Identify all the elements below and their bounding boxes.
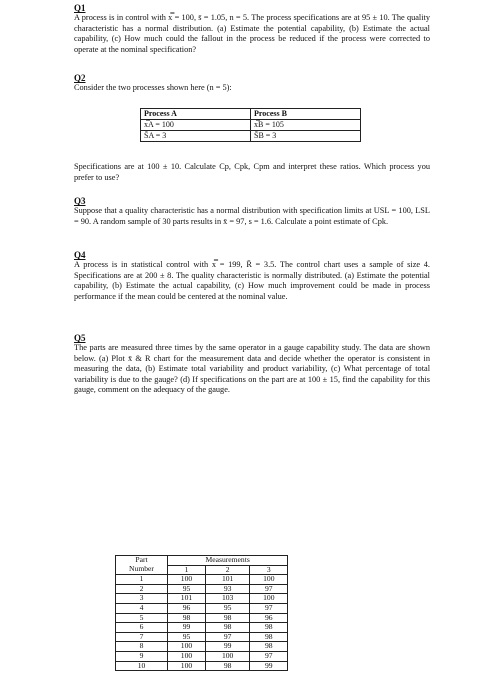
table-row xyxy=(116,642,288,652)
table-header-row xyxy=(141,109,361,120)
question-4-text: A process is in statistical control with x̿ = 199, R̄ = 3.5. The control chart uses a sample of size 4. Specifications are at 200 ± 8. The quality characteristic is normally distributed. (a) Estimate the potential capability, (b) Estimate the actual capability, (c) How much improvement could be made in process performance if the mean could be centered at the nominal value. xyxy=(74,260,430,301)
table-cell: 98 xyxy=(168,613,206,623)
table-cell: 99 xyxy=(250,661,288,671)
table-cell: 10 xyxy=(116,661,168,671)
question-5 xyxy=(74,333,430,396)
table-cell: 9 xyxy=(116,651,168,661)
table-header-cell: Process A xyxy=(141,109,251,120)
process-comparison-table xyxy=(140,108,361,142)
table-cell: 96 xyxy=(168,603,206,613)
table-cell: 98 xyxy=(250,623,288,633)
table-cell: 8 xyxy=(116,642,168,652)
question-2 xyxy=(74,73,430,94)
table-cell: 95 xyxy=(168,584,206,594)
question-2-specs xyxy=(74,162,430,183)
group-header-cell: Measurements xyxy=(205,555,250,564)
question-5-text: The parts are measured three times by the same operator in a gauge capability study. The data are shown below. (a) Plot x̄ & R chart for the measurement data and decide whether the operator is consistent in measuring the data, (b) Estimate total variability and product variability, (c) What percentage of total variability is due to the gauge? (d) If specifications on the part are at 100 ± 15, find the capability for this gauge, comment on the adequacy of the gauge. xyxy=(74,343,430,395)
group-header-spacer xyxy=(168,556,206,566)
table-cell: 98 xyxy=(206,661,250,671)
table-cell: 96 xyxy=(250,613,288,623)
table-cell: 4 xyxy=(116,603,168,613)
table-cell: 101 xyxy=(206,575,250,585)
table-cell: 100 xyxy=(168,661,206,671)
table-cell: 97 xyxy=(250,651,288,661)
table-cell: 98 xyxy=(250,642,288,652)
table-cell: 101 xyxy=(168,594,206,604)
table-cell: 100 xyxy=(168,642,206,652)
table-row xyxy=(116,661,288,671)
question-3-text: Suppose that a quality characteristic has a normal distribution with specification limits at USL = 100, LSL = 90. A random sample of 30 parts results in x̄ = 97, s = 1.6. Calculate a point estimate of Cpk. xyxy=(74,206,430,226)
table-cell: 103 xyxy=(206,594,250,604)
table-cell: 95 xyxy=(206,603,250,613)
table-cell: 2 xyxy=(116,584,168,594)
table-cell: 99 xyxy=(168,623,206,633)
question-2-intro: Consider the two processes shown here (n = 5): xyxy=(74,83,232,92)
table-cell: 98 xyxy=(206,613,250,623)
table-cell: 99 xyxy=(206,642,250,652)
table-cell: 100 xyxy=(250,594,288,604)
table-row xyxy=(141,131,361,142)
table-cell: 95 xyxy=(168,632,206,642)
table-row xyxy=(116,623,288,633)
table-cell: 100 xyxy=(168,575,206,585)
table-cell: x̿B = 105 xyxy=(251,120,361,131)
column-header-cell: 2 xyxy=(206,565,250,575)
table-cell: 1 xyxy=(116,575,168,585)
question-1-text: A process is in control with x̿ = 100, s̄ = 1.05, n = 5. The process specifications are at 95 ± 10. The quality characteristic has a normal distribution. (a) Estimate the potential capability, (b) Estimate the actual capability, (c) How much could the fallout in the process be reduced if the process were corrected to operate at the nominal specification? xyxy=(74,13,430,54)
table-cell: 3 xyxy=(116,594,168,604)
table-cell: 97 xyxy=(250,584,288,594)
table-cell: x̿A = 100 xyxy=(141,120,251,131)
group-header-spacer xyxy=(250,556,288,566)
table-row xyxy=(116,603,288,613)
question-2-heading: Q2 xyxy=(74,73,86,83)
table-row xyxy=(116,575,288,585)
part-header-cell: Number xyxy=(116,565,168,575)
question-5-heading: Q5 xyxy=(74,333,86,343)
table-cell: 100 xyxy=(250,575,288,585)
question-3 xyxy=(74,196,430,227)
table-cell: S̄B = 3 xyxy=(251,131,361,142)
table-cell: S̄A = 3 xyxy=(141,131,251,142)
table-cell: 98 xyxy=(250,632,288,642)
table-cell: 7 xyxy=(116,632,168,642)
table-cell: 5 xyxy=(116,613,168,623)
question-1 xyxy=(74,3,430,55)
table-row xyxy=(141,120,361,131)
table-header-cell: Process B xyxy=(251,109,361,120)
part-header-cell: Part xyxy=(116,556,168,566)
question-4-heading: Q4 xyxy=(74,250,86,260)
table-cell: 6 xyxy=(116,623,168,633)
question-2-text: Specifications are at 100 ± 10. Calculate Cp, Cpk, Cpm and interpret these ratios. Which process you prefer to use? xyxy=(74,162,430,182)
question-1-heading: Q1 xyxy=(74,3,86,13)
question-4 xyxy=(74,250,430,302)
table-cell: 97 xyxy=(250,603,288,613)
table-cell: 97 xyxy=(206,632,250,642)
table-row xyxy=(116,651,288,661)
table-cell: 98 xyxy=(206,623,250,633)
table-cell: 100 xyxy=(206,651,250,661)
question-3-heading: Q3 xyxy=(74,196,86,206)
table-cell: 100 xyxy=(168,651,206,661)
gauge-measurements-table xyxy=(115,555,288,671)
table-cell: 93 xyxy=(206,584,250,594)
column-header-cell: 3 xyxy=(250,565,288,575)
column-header-cell: 1 xyxy=(168,565,206,575)
